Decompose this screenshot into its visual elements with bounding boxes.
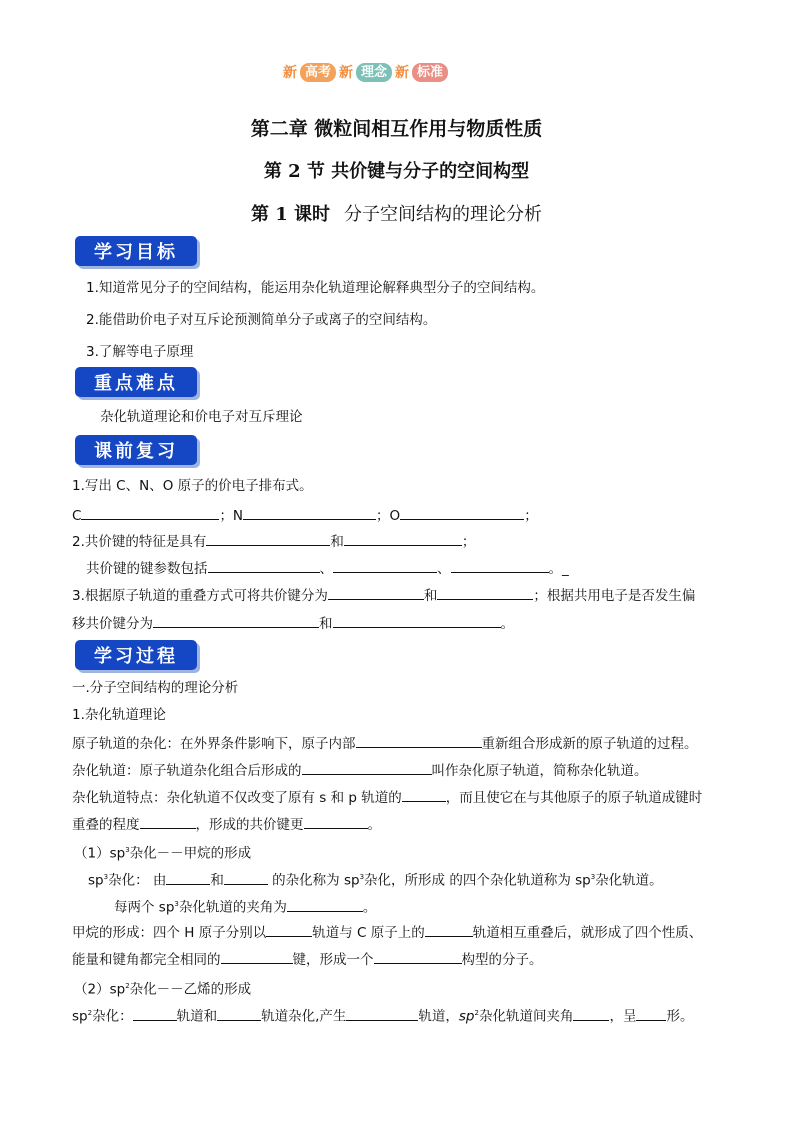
- text: sp: [72, 1008, 88, 1025]
- text: 轨道相互重叠后，就形成了四个性质、: [472, 925, 703, 941]
- text: 能量和键角都完全相同的: [72, 952, 221, 968]
- answer-blank[interactable]: [302, 760, 432, 775]
- text: （2）sp: [74, 981, 126, 998]
- text: 杂化轨道：原子轨道杂化组合后形成的: [72, 763, 302, 779]
- lesson-title: [0, 200, 793, 226]
- text: 叫作杂化原子轨道，简称杂化轨道。: [431, 763, 648, 779]
- superscript: 2: [87, 1009, 93, 1017]
- text: 构型的分子。: [461, 952, 543, 968]
- answer-blank[interactable]: [287, 897, 363, 912]
- review-q3a: [72, 585, 695, 605]
- superscript: 3: [590, 873, 596, 881]
- answer-blank[interactable]: [451, 558, 549, 573]
- text: 杂化轨道。: [595, 872, 663, 889]
- answer-blank[interactable]: [206, 531, 330, 546]
- process-line: [72, 922, 702, 942]
- text: 每两个 sp: [114, 899, 175, 916]
- answer-blank[interactable]: [333, 613, 501, 628]
- text: 杂化轨道特点：杂化轨道不仅改变了原有 s 和 p 轨道的: [72, 790, 402, 806]
- brand-word: 标准: [412, 63, 448, 82]
- answer-blank[interactable]: [243, 505, 376, 520]
- answer-blank[interactable]: [208, 558, 320, 573]
- answer-blank[interactable]: [356, 733, 482, 748]
- superscript: 3: [103, 873, 109, 881]
- q1-n-label: ；N: [219, 508, 244, 524]
- q2a-end: ；: [461, 534, 476, 550]
- text: 轨道，: [418, 1008, 459, 1025]
- brand-prefix: 新: [339, 65, 354, 81]
- answer-blank[interactable]: [81, 505, 219, 520]
- text: ，呈: [609, 1008, 637, 1025]
- text: 杂化：: [92, 1008, 133, 1025]
- review-q2b: [86, 558, 569, 578]
- process-line: [88, 868, 663, 890]
- key-points-badge: 重点难点: [75, 367, 197, 397]
- answer-blank[interactable]: [402, 787, 446, 802]
- q2a-and: 和: [330, 534, 344, 550]
- text: 键，形成一个: [292, 952, 374, 968]
- q1-end: ；: [524, 508, 538, 524]
- answer-blank[interactable]: [266, 922, 312, 937]
- lesson-label: 第 1 课时: [250, 204, 331, 225]
- process-line: [114, 895, 376, 917]
- brand-prefix: 新: [395, 65, 410, 81]
- superscript: 2: [474, 1009, 479, 1017]
- process-subheading: 1.杂化轨道理论: [72, 707, 166, 723]
- goals-badge: 学习目标: [75, 236, 197, 266]
- goal-item: 3.了解等电子原理: [86, 344, 194, 360]
- text: 轨道与 C 原子上的: [312, 925, 425, 941]
- superscript: 3: [174, 900, 179, 908]
- answer-blank[interactable]: [221, 949, 293, 964]
- process-badge: 学习过程: [75, 640, 197, 670]
- review-q3b: [72, 613, 514, 633]
- text: 的杂化称为 sp: [267, 872, 360, 889]
- text: 杂化： 由: [108, 872, 167, 889]
- q3a-mid: ；根据共用电子是否发生偏: [533, 588, 696, 604]
- brand-word: 高考: [300, 63, 336, 82]
- brand-logo: [283, 62, 448, 82]
- q2b-sep: 、: [319, 561, 333, 577]
- q1-c-label: C: [72, 508, 82, 524]
- brand-prefix: 新: [283, 65, 297, 81]
- q2a-text: 2.共价键的特征是具有: [72, 534, 207, 550]
- process-line: [72, 760, 648, 780]
- answer-blank[interactable]: [333, 558, 437, 573]
- q2b-text: 共价键的键参数包括: [86, 561, 208, 577]
- sp3-heading: [74, 841, 251, 863]
- answer-blank[interactable]: [344, 531, 462, 546]
- goal-item: 2.能借助价电子对互斥论预测简单分子或离子的空间结构。: [86, 312, 437, 328]
- answer-blank[interactable]: [573, 1006, 609, 1021]
- process-line: [72, 733, 698, 753]
- text: 重叠的程度: [72, 817, 140, 833]
- answer-blank[interactable]: [217, 1006, 261, 1021]
- text: sp: [88, 872, 104, 889]
- answer-blank[interactable]: [166, 870, 210, 885]
- answer-blank[interactable]: [636, 1006, 666, 1021]
- review-q1: 1.写出 C、N、O 原子的价电子排布式。: [72, 478, 313, 494]
- text: 杂化轨道间夹角: [478, 1008, 574, 1025]
- answer-blank[interactable]: [346, 1006, 418, 1021]
- answer-blank[interactable]: [374, 949, 462, 964]
- section-title: 第 2 节 共价键与分子的空间构型: [263, 161, 530, 182]
- q3b-text: 移共价键分为: [72, 616, 153, 632]
- text: ，而且使它在与其他原子的原子轨道成键时: [445, 790, 703, 806]
- q3a-and: 和: [423, 588, 438, 604]
- process-line: [72, 949, 543, 969]
- answer-blank[interactable]: [425, 922, 473, 937]
- q1-o-label: ；O: [376, 508, 401, 524]
- answer-blank[interactable]: [437, 585, 533, 600]
- answer-blank[interactable]: [400, 505, 524, 520]
- goal-item: 1.知道常见分子的空间结构，能运用杂化轨道理论解释典型分子的空间结构。: [86, 280, 545, 296]
- q3b-and: 和: [319, 616, 333, 632]
- text: ，形成的共价键更: [195, 817, 304, 833]
- text: 杂化，所形成 的四个杂化轨道称为 sp: [364, 872, 591, 889]
- answer-blank[interactable]: [153, 613, 319, 628]
- text: 杂化－－乙烯的形成: [129, 981, 252, 998]
- text: 。: [362, 899, 377, 916]
- key-points-text: 杂化轨道理论和价电子对互斥理论: [100, 409, 303, 425]
- review-badge: 课前复习: [75, 435, 197, 465]
- superscript: 3: [125, 846, 130, 854]
- process-line: [72, 814, 381, 834]
- text: 轨道和: [176, 1008, 218, 1025]
- review-q1-answers: [72, 505, 538, 525]
- q2b-end: 。_: [548, 561, 569, 577]
- answer-blank[interactable]: [304, 814, 368, 829]
- answer-blank[interactable]: [224, 870, 268, 885]
- q3b-end: 。: [500, 616, 514, 632]
- text: 杂化－－甲烷的形成: [129, 845, 252, 862]
- lesson-topic: 分子空间结构的理论分析: [344, 204, 543, 225]
- text: 和: [210, 872, 224, 889]
- review-q2a: [72, 531, 475, 551]
- chapter-title: 第二章 微粒间相互作用与物质性质: [250, 118, 543, 140]
- text: 。: [367, 817, 381, 833]
- superscript: 2: [125, 982, 130, 990]
- answer-blank[interactable]: [328, 585, 424, 600]
- process-line: [72, 1004, 693, 1026]
- q3a-text: 3.根据原子轨道的重叠方式可将共价键分为: [72, 588, 328, 604]
- q2b-sep: 、: [437, 561, 451, 577]
- answer-blank[interactable]: [133, 1006, 177, 1021]
- text: 轨道杂化,产生: [261, 1008, 347, 1025]
- answer-blank[interactable]: [140, 814, 196, 829]
- text: 原子轨道的杂化：在外界条件影响下，原子内部: [72, 736, 356, 752]
- brand-word: 理念: [356, 63, 392, 82]
- text: 形。: [666, 1008, 694, 1025]
- text: 重新组合形成新的原子轨道的过程。: [481, 736, 698, 752]
- sp2-heading: [74, 977, 251, 999]
- text: （1）sp: [74, 845, 126, 862]
- text: sp: [458, 1008, 475, 1025]
- process-line: [72, 787, 702, 807]
- text: 杂化轨道的夹角为: [178, 899, 287, 916]
- text: 甲烷的形成：四个 H 原子分别以: [72, 925, 267, 941]
- process-heading: 一.分子空间结构的理论分析: [72, 680, 239, 696]
- superscript: 3: [359, 873, 365, 881]
